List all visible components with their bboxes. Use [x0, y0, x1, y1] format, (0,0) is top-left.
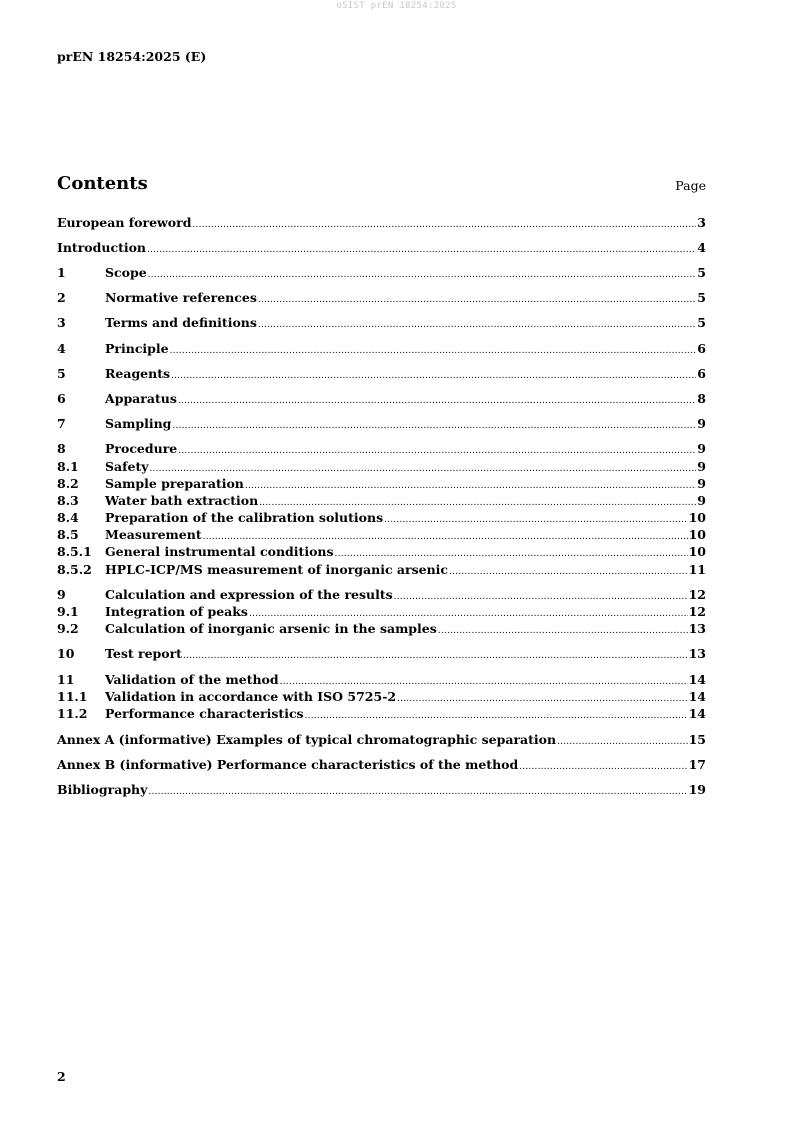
- toc-entry-number: 8.5: [57, 527, 79, 542]
- toc-entry-title: Validation of the method: [105, 672, 279, 687]
- toc-entry-number: 2: [57, 290, 66, 305]
- toc-dot-leader: [258, 292, 696, 308]
- toc-entry-title: Preparation of the calibration solutions: [105, 510, 384, 525]
- toc-entry-title: Calculation of inorganic arsenic in the samples: [105, 621, 437, 636]
- toc-entry-number: 9.1: [57, 604, 79, 619]
- toc-entry-calculation-results[interactable]: [57, 587, 706, 603]
- toc-entry-title: HPLC-ICP/MS measurement of inorganic arsenic: [105, 562, 449, 577]
- toc-dot-leader: [171, 368, 696, 384]
- toc-entry-title: Apparatus: [105, 391, 177, 406]
- toc-dot-leader: [150, 461, 697, 477]
- toc-dot-leader: [245, 478, 696, 494]
- toc-entry-page: 4: [697, 240, 706, 255]
- toc-entry-validation-iso-5725-2[interactable]: [57, 689, 706, 705]
- toc-entry-test-report[interactable]: [57, 646, 706, 662]
- toc-entry-page: 8: [697, 391, 706, 406]
- toc-dot-leader: [192, 217, 696, 233]
- toc-dot-leader: [203, 529, 688, 545]
- toc-entry-water-bath-extraction[interactable]: [57, 493, 706, 509]
- toc-entry-hplc-icp-ms[interactable]: [57, 562, 706, 578]
- toc-entry-european-foreword[interactable]: [57, 215, 706, 231]
- toc-entry-page: 14: [688, 706, 706, 721]
- toc-entry-title: Integration of peaks: [105, 604, 248, 619]
- page-number: 2: [57, 1069, 66, 1084]
- toc-dot-leader: [178, 443, 696, 459]
- toc-entry-calibration-solutions[interactable]: [57, 510, 706, 526]
- contents-heading: Contents: [57, 173, 148, 194]
- toc-dot-leader: [148, 267, 697, 283]
- toc-entry-title: Validation in accordance with ISO 5725-2: [105, 689, 397, 704]
- toc-entry-title: Measurement: [105, 527, 202, 542]
- toc-entry-page: 17: [688, 757, 706, 772]
- toc-entry-reagents[interactable]: [57, 366, 706, 382]
- toc-entry-title: Principle: [105, 341, 169, 356]
- toc-entry-page: 12: [688, 587, 706, 602]
- toc-entry-title: Introduction: [57, 240, 147, 255]
- toc-entry-title: European foreword: [57, 215, 192, 230]
- toc-entry-page: 9: [697, 441, 706, 456]
- toc-entry-number: 8: [57, 441, 66, 456]
- toc-entry-title: Sampling: [105, 416, 172, 431]
- toc-entry-page: 19: [688, 782, 706, 797]
- toc-entry-principle[interactable]: [57, 341, 706, 357]
- toc-entry-page: 9: [697, 476, 706, 491]
- toc-entry-page: 5: [697, 290, 706, 305]
- toc-dot-leader: [147, 242, 696, 258]
- toc-entry-title: Test report: [105, 646, 182, 661]
- toc-entry-page: 10: [688, 544, 706, 559]
- toc-entry-number: 8.1: [57, 459, 79, 474]
- toc-entry-page: 10: [688, 510, 706, 525]
- toc-entry-calculation-inorganic-arsenic[interactable]: [57, 621, 706, 637]
- toc-entry-page: 9: [697, 493, 706, 508]
- toc-entry-number: 3: [57, 315, 66, 330]
- toc-entry-number: 11.2: [57, 706, 88, 721]
- document-id: prEN 18254:2025 (E): [57, 49, 207, 64]
- toc-entry-number: 11: [57, 672, 75, 687]
- toc-entry-number: 8.5.1: [57, 544, 92, 559]
- page-column-label: Page: [675, 178, 706, 193]
- toc-dot-leader: [148, 784, 687, 800]
- toc-entry-number: 9.2: [57, 621, 79, 636]
- toc-entry-introduction[interactable]: [57, 240, 706, 256]
- toc-entry-title: Safety: [105, 459, 149, 474]
- toc-dot-leader: [519, 759, 687, 775]
- toc-entry-page: 9: [697, 459, 706, 474]
- toc-entry-title: General instrumental conditions: [105, 544, 334, 559]
- toc-entry-page: 3: [697, 215, 706, 230]
- toc-entry-number: 11.1: [57, 689, 88, 704]
- toc-entry-page: 13: [688, 646, 706, 661]
- toc-entry-number: 4: [57, 341, 66, 356]
- toc-entry-title: Terms and definitions: [105, 315, 257, 330]
- toc-entry-title: Scope: [105, 265, 147, 280]
- toc-entry-page: 14: [688, 689, 706, 704]
- toc-entry-page: 5: [697, 265, 706, 280]
- toc-entry-title: Normative references: [105, 290, 257, 305]
- toc-entry-title: Annex B (informative) Performance characteristics of the method: [57, 757, 519, 772]
- toc-entry-title: Bibliography: [57, 782, 148, 797]
- toc-entry-measurement[interactable]: [57, 527, 706, 543]
- toc-dot-leader: [305, 708, 688, 724]
- toc-entry-safety[interactable]: [57, 459, 706, 475]
- toc-entry-scope[interactable]: [57, 265, 706, 281]
- watermark-text: oSIST prEN 18254:2025: [336, 1, 457, 11]
- toc-entry-bibliography[interactable]: [57, 782, 706, 798]
- toc-dot-leader: [170, 343, 697, 359]
- toc-entry-page: 15: [688, 732, 706, 747]
- toc-entry-sample-preparation[interactable]: [57, 476, 706, 492]
- toc-entry-page: 9: [697, 416, 706, 431]
- toc-entry-procedure[interactable]: [57, 441, 706, 457]
- toc-entry-integration-of-peaks[interactable]: [57, 604, 706, 620]
- toc-dot-leader: [183, 648, 688, 664]
- toc-entry-page: 14: [688, 672, 706, 687]
- toc-entry-number: 5: [57, 366, 66, 381]
- toc-entry-normative-references[interactable]: [57, 290, 706, 306]
- toc-entry-page: 11: [688, 562, 706, 577]
- toc-entry-page: 6: [697, 366, 706, 381]
- toc-entry-number: 8.5.2: [57, 562, 92, 577]
- toc-dot-leader: [172, 418, 696, 434]
- toc-dot-leader: [438, 623, 688, 639]
- toc-entry-number: 10: [57, 646, 75, 661]
- toc-dot-leader: [394, 589, 688, 605]
- toc-dot-leader: [397, 691, 688, 707]
- toc-entry-sampling[interactable]: [57, 416, 706, 432]
- toc-dot-leader: [335, 546, 688, 562]
- toc-entry-title: Water bath extraction: [105, 493, 259, 508]
- toc-entry-title: Sample preparation: [105, 476, 244, 491]
- toc-entry-number: 6: [57, 391, 66, 406]
- toc-entry-performance-characteristics[interactable]: [57, 706, 706, 722]
- toc-entry-number: 7: [57, 416, 66, 431]
- toc-entry-page: 13: [688, 621, 706, 636]
- toc-dot-leader: [557, 734, 688, 750]
- toc-entry-validation-of-method[interactable]: [57, 672, 706, 688]
- toc-dot-leader: [249, 606, 688, 622]
- toc-entry-number: 1: [57, 265, 66, 280]
- toc-entry-title: Calculation and expression of the results: [105, 587, 393, 602]
- toc-entry-number: 8.2: [57, 476, 79, 491]
- toc-entry-number: 8.3: [57, 493, 79, 508]
- toc-entry-title: Performance characteristics: [105, 706, 304, 721]
- toc-entry-number: 9: [57, 587, 66, 602]
- toc-entry-annex-b[interactable]: [57, 757, 706, 773]
- toc-entry-title: Reagents: [105, 366, 171, 381]
- toc-entry-number: 8.4: [57, 510, 79, 525]
- toc-dot-leader: [384, 512, 687, 528]
- toc-dot-leader: [280, 674, 688, 690]
- toc-entry-page: 6: [697, 341, 706, 356]
- toc-entry-page: 12: [688, 604, 706, 619]
- toc-entry-annex-a[interactable]: [57, 732, 706, 748]
- toc-entry-page: 10: [688, 527, 706, 542]
- toc-entry-title: Procedure: [105, 441, 178, 456]
- toc-entry-page: 5: [697, 315, 706, 330]
- toc-entry-apparatus[interactable]: [57, 391, 706, 407]
- toc-entry-instrumental-conditions[interactable]: [57, 544, 706, 560]
- toc-dot-leader: [178, 393, 696, 409]
- toc-dot-leader: [258, 317, 696, 333]
- toc-dot-leader: [259, 495, 696, 511]
- toc-entry-title: Annex A (informative) Examples of typical chromatographic separation: [57, 732, 557, 747]
- toc-entry-terms-and-definitions[interactable]: [57, 315, 706, 331]
- toc-dot-leader: [449, 564, 688, 580]
